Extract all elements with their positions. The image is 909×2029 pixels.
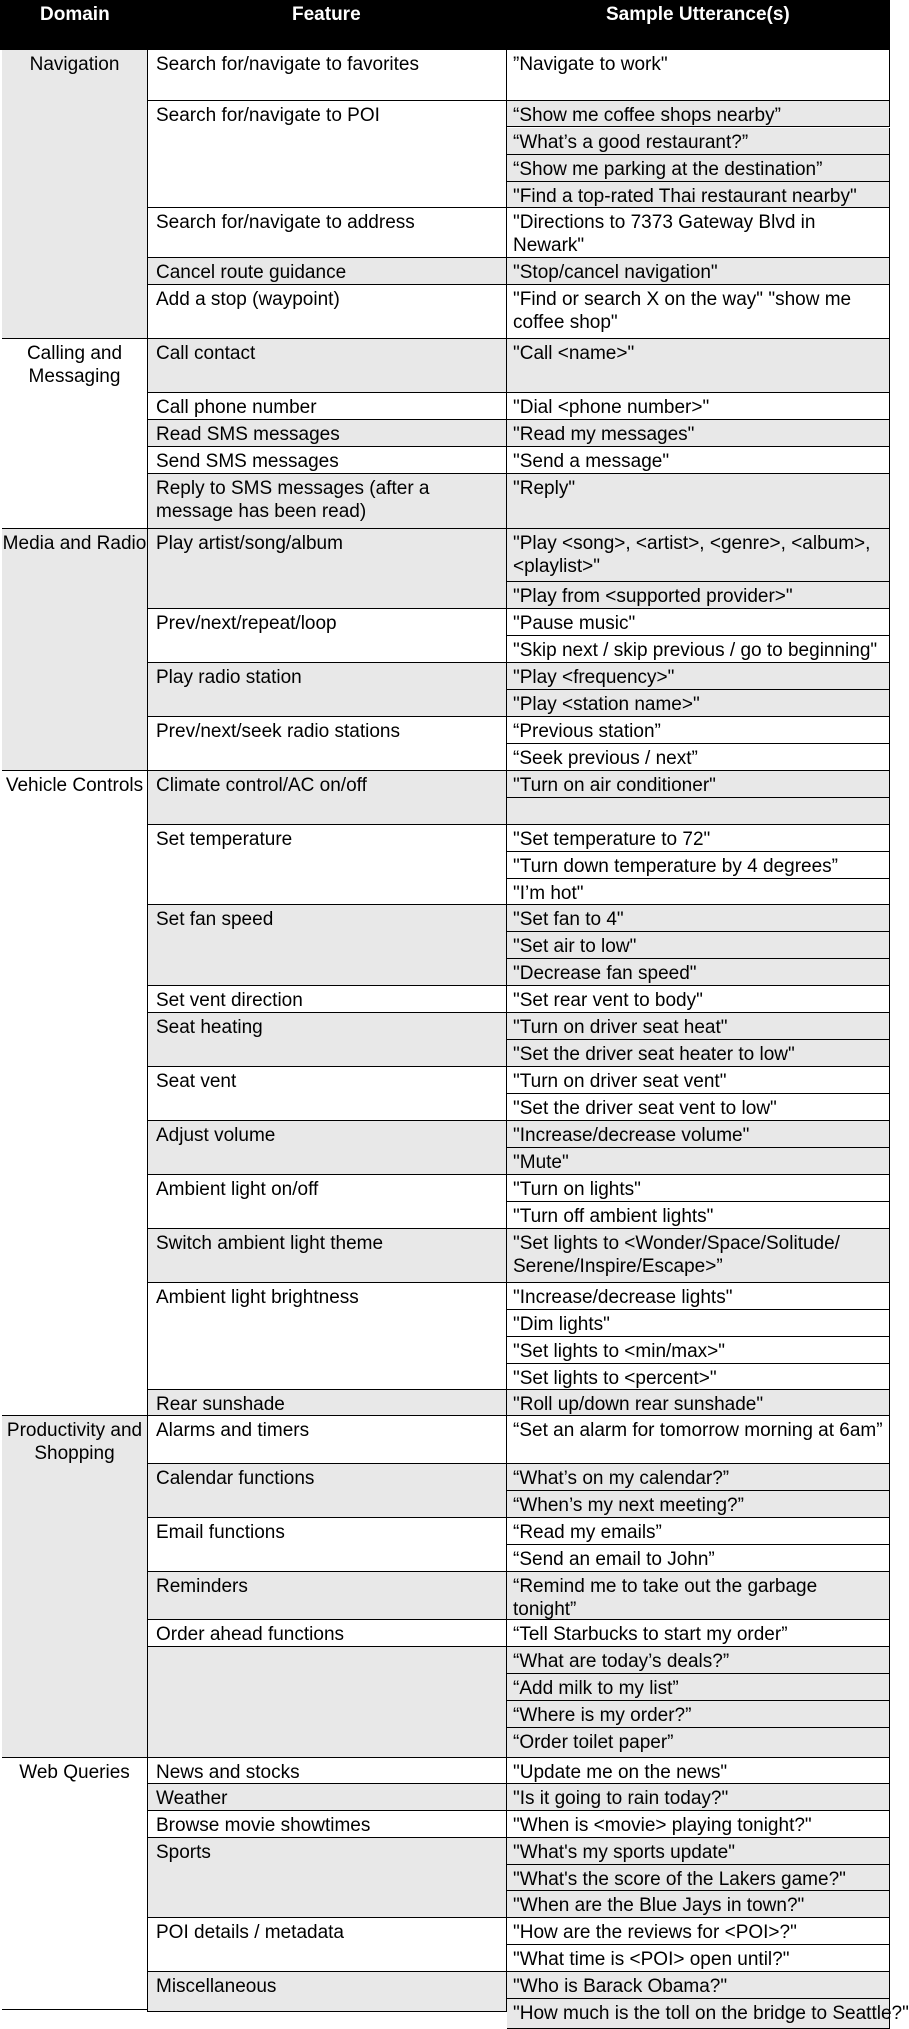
utterance-cell: "Increase/decrease lights" <box>507 1283 890 1310</box>
utterance-cell: “Add milk to my list” <box>507 1674 890 1701</box>
feature-cell: Reminders <box>147 1572 507 1620</box>
utterance-cell: "Set the driver seat heater to low" <box>507 1040 890 1067</box>
utterance-cell: "Dim lights" <box>507 1310 890 1337</box>
utterance-cell: “Set an alarm for tomorrow morning at 6am” <box>507 1416 890 1464</box>
utterance-cell: "What time is <POI> open until?" <box>507 1945 890 1972</box>
utterance-cell: “Seek previous / next” <box>507 744 890 771</box>
feature-cell: Set vent direction <box>147 986 507 1013</box>
utterance-cell: "Turn on driver seat heat" <box>507 1013 890 1040</box>
utterance-cell: "Increase/decrease volume" <box>507 1121 890 1148</box>
utterance-cell: "Reply" <box>507 474 890 529</box>
utterance-cell: "Send a message" <box>507 447 890 474</box>
feature-cell: Order ahead functions <box>147 1620 507 1647</box>
utterance-cell: “Where is my order?” <box>507 1701 890 1728</box>
utterance-cell: "Play from <supported provider>" <box>507 582 890 609</box>
utterance-cell: "Set air to low" <box>507 932 890 959</box>
utterance-cell: "Pause music" <box>507 609 890 636</box>
feature-cell: Seat vent <box>147 1067 507 1121</box>
feature-cell: Switch ambient light theme <box>147 1229 507 1283</box>
utterance-cell: “Send an email to John” <box>507 1545 890 1572</box>
utterance-cell <box>507 798 890 825</box>
feature-cell: News and stocks <box>147 1758 507 1784</box>
feature-cell: Sports <box>147 1838 507 1918</box>
utterance-cell: "Turn down temperature by 4 degrees” <box>507 852 890 879</box>
utterance-cell: "Call <name>" <box>507 339 890 393</box>
feature-cell: Search for/navigate to favorites <box>147 50 507 101</box>
utterance-cell: “What’s a good restaurant?” <box>507 128 890 155</box>
header-sample-utterances: Sample Utterance(s) <box>606 4 790 25</box>
utterance-cell: “When’s my next meeting?” <box>507 1491 890 1518</box>
utterance-cell: "How much is the toll on the bridge to Seattle?" <box>507 1999 890 2029</box>
feature-cell: Alarms and timers <box>147 1416 507 1464</box>
utterance-cell: “What’s on my calendar?” <box>507 1464 890 1491</box>
utterance-cell: "Update me on the news" <box>507 1758 890 1784</box>
domain-cell: Media and Radio <box>2 529 147 771</box>
utterance-cell: “Previous station” <box>507 717 890 744</box>
feature-cell: Reply to SMS messages (after a message has been read) <box>147 474 507 529</box>
utterance-cell: "Set the driver seat vent to low" <box>507 1094 890 1121</box>
utterance-cell: “Read my emails” <box>507 1518 890 1545</box>
feature-cell <box>147 1647 507 1758</box>
utterance-cell: “Order toilet paper” <box>507 1728 890 1758</box>
utterance-cell: "When are the Blue Jays in town?" <box>507 1891 890 1918</box>
feature-cell: Ambient light brightness <box>147 1283 507 1390</box>
utterance-cell: "Turn on air conditioner" <box>507 771 890 798</box>
utterance-cell: “Tell Starbucks to start my order” <box>507 1620 890 1647</box>
feature-cell: Play artist/song/album <box>147 529 507 609</box>
feature-cell: Set temperature <box>147 825 507 905</box>
feature-cell: Climate control/AC on/off <box>147 771 507 825</box>
utterance-cell: "I’m hot" <box>507 879 890 905</box>
domain-cell: Navigation <box>2 50 147 339</box>
utterance-cell: ”Navigate to work" <box>507 50 890 101</box>
utterance-cell: "Decrease fan speed" <box>507 959 890 986</box>
feature-cell: Rear sunshade <box>147 1390 507 1416</box>
feature-cell: POI details / metadata <box>147 1918 507 1972</box>
utterance-cell: "Turn off ambient lights" <box>507 1202 890 1229</box>
utterance-cell: "Set lights to <min/max>" <box>507 1337 890 1364</box>
feature-cell: Adjust volume <box>147 1121 507 1175</box>
utterance-cell: "Set rear vent to body" <box>507 986 890 1013</box>
feature-cell: Cancel route guidance <box>147 258 507 285</box>
feature-cell: Set fan speed <box>147 905 507 986</box>
utterance-cell: “Show me parking at the destination” <box>507 155 890 182</box>
utterance-cell: "Skip next / skip previous / go to beginning" <box>507 636 890 663</box>
domain-cell: Vehicle Controls <box>2 771 147 1416</box>
feature-cell: Send SMS messages <box>147 447 507 474</box>
utterance-cell: "Turn on lights" <box>507 1175 890 1202</box>
feature-cell: Search for/navigate to address <box>147 208 507 258</box>
feature-cell: Prev/next/seek radio stations <box>147 717 507 771</box>
utterance-cell: "Play <song>, <artist>, <genre>, <album>, <playlist>" <box>507 529 890 582</box>
domain-cell: Productivity and Shopping <box>2 1416 147 1758</box>
utterance-cell: "Read my messages" <box>507 420 890 447</box>
utterance-cell: "Turn on driver seat vent" <box>507 1067 890 1094</box>
utterance-cell: "Play <station name>" <box>507 690 890 717</box>
utterance-cell: "Directions to 7373 Gateway Blvd in Newark" <box>507 208 890 258</box>
utterance-cell: "Roll up/down rear sunshade" <box>507 1390 890 1416</box>
utterance-cell: "Find or search X on the way" "show me coffee shop" <box>507 285 890 339</box>
utterance-cell: "Dial <phone number>" <box>507 393 890 420</box>
feature-cell: Search for/navigate to POI <box>147 101 507 208</box>
feature-cell: Calendar functions <box>147 1464 507 1518</box>
utterance-cell: “Remind me to take out the garbage tonight” <box>507 1572 890 1620</box>
utterance-cell: "Set temperature to 72" <box>507 825 890 852</box>
utterance-cell: "Set fan to 4" <box>507 905 890 932</box>
feature-cell: Email functions <box>147 1518 507 1572</box>
utterance-cell: "When is <movie> playing tonight?" <box>507 1811 890 1838</box>
utterance-cell: "Stop/cancel navigation" <box>507 258 890 285</box>
header-feature: Feature <box>292 4 361 25</box>
domain-cell: Web Queries <box>2 1758 147 2010</box>
feature-cell: Read SMS messages <box>147 420 507 447</box>
feature-cell: Seat heating <box>147 1013 507 1067</box>
utterance-cell: “What are today’s deals?” <box>507 1647 890 1674</box>
utterance-cell: "Play <frequency>" <box>507 663 890 690</box>
utterance-cell: "Set lights to <percent>" <box>507 1364 890 1390</box>
feature-cell: Play radio station <box>147 663 507 717</box>
feature-cell: Miscellaneous <box>147 1972 507 2012</box>
utterance-cell: "What's the score of the Lakers game?" <box>507 1865 890 1891</box>
feature-cell: Add a stop (waypoint) <box>147 285 507 339</box>
feature-cell: Browse movie showtimes <box>147 1811 507 1838</box>
utterance-cell: "Is it going to rain today?" <box>507 1784 890 1811</box>
utterance-cell: "Mute" <box>507 1148 890 1175</box>
feature-cell: Prev/next/repeat/loop <box>147 609 507 663</box>
utterance-cell: "Find a top-rated Thai restaurant nearby" <box>507 182 890 208</box>
feature-cell: Call contact <box>147 339 507 393</box>
feature-cell: Call phone number <box>147 393 507 420</box>
header-domain: Domain <box>40 4 110 25</box>
utterance-cell: “Show me coffee shops nearby” <box>507 101 890 127</box>
domain-cell: Calling and Messaging <box>2 339 147 529</box>
utterance-cell: "Set lights to <Wonder/Space/Solitude/ Serene/Inspire/Escape>” <box>507 1229 890 1283</box>
utterance-cell: "Who is Barack Obama?" <box>507 1972 890 1999</box>
feature-cell: Ambient light on/off <box>147 1175 507 1229</box>
feature-cell: Weather <box>147 1784 507 1811</box>
table-header <box>0 0 890 50</box>
utterance-cell: "How are the reviews for <POI>?" <box>507 1918 890 1945</box>
utterance-cell: "What's my sports update" <box>507 1838 890 1865</box>
